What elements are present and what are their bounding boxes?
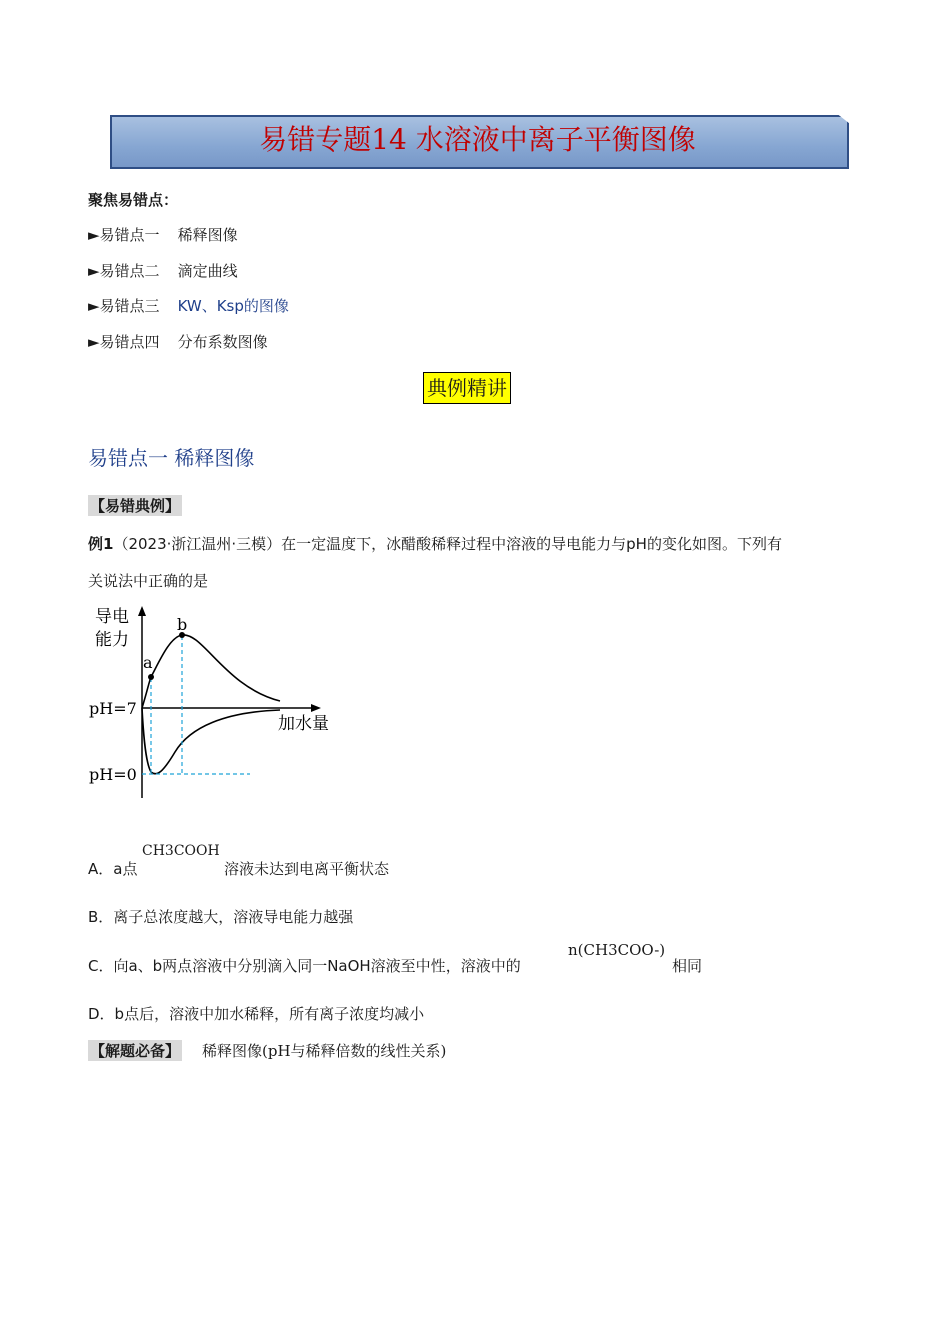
question-text: （2023·浙江温州·三模）在一定温度下，冰醋酸稀释过程中溶液的导电能力与pH的变化如图。下列有 xyxy=(113,535,782,553)
question-number: 例1 xyxy=(88,535,114,553)
solution-text: 稀释图像(pH与稀释倍数的线性关系) xyxy=(202,1042,447,1060)
triangle-bullet-icon: ► xyxy=(88,226,100,244)
focus-label: 易错点二 xyxy=(99,262,160,280)
question-line-2: 关说法中正确的是 xyxy=(88,572,209,590)
section-badge: 典例精讲 xyxy=(423,372,511,404)
x-axis-label: 加水量 xyxy=(278,714,329,734)
y-axis-label-2: 能力 xyxy=(95,630,129,650)
point-a xyxy=(148,674,154,680)
section-title: 易错点一 稀释图像 xyxy=(88,446,255,470)
focus-label: 易错点四 xyxy=(99,333,160,351)
x-axis-arrow-icon xyxy=(311,704,321,712)
focus-item-3 xyxy=(88,295,289,316)
focus-topic: 稀释图像 xyxy=(177,226,238,244)
focus-topic: KW、Ksp的图像 xyxy=(177,297,289,315)
dilution-figure xyxy=(85,602,355,802)
ph7-label: pH=7 xyxy=(89,699,137,718)
solution-label: 【解题必备】 xyxy=(90,1042,181,1060)
focus-heading: 聚焦易错点： xyxy=(88,191,179,209)
option-c-suffix: 相同 xyxy=(672,957,703,975)
option-c-prefix: C．向a、b两点溶液中分别滴入同一NaOH溶液至中性，溶液中的 xyxy=(88,957,521,975)
y-axis-label-1: 导电 xyxy=(95,607,129,627)
ph-curve xyxy=(142,708,280,774)
page-title: 易错专题14 水溶液中离子平衡图像 xyxy=(259,123,696,156)
triangle-bullet-icon: ► xyxy=(88,333,100,351)
point-a-label: a xyxy=(143,653,153,672)
focus-label: 易错点一 xyxy=(99,226,160,244)
example-label: 【易错典例】 xyxy=(90,497,181,515)
triangle-bullet-icon: ► xyxy=(88,262,100,280)
option-a-formula: CH3COOH xyxy=(142,843,220,859)
question-line-1 xyxy=(88,533,782,554)
option-c-formula: n(CH3COO-) xyxy=(568,941,666,959)
option-a-suffix: 溶液未达到电离平衡状态 xyxy=(224,860,390,878)
focus-topic: 分布系数图像 xyxy=(177,333,268,351)
conductivity-curve xyxy=(142,635,280,708)
ph0-label: pH=0 xyxy=(89,765,137,784)
focus-item-4 xyxy=(88,331,268,352)
y-axis-arrow-icon xyxy=(138,606,146,616)
option-a-prefix: A．a点 xyxy=(88,860,138,878)
triangle-bullet-icon: ► xyxy=(88,297,100,315)
focus-topic: 滴定曲线 xyxy=(177,262,238,280)
option-d: D．b点后，溶液中加水稀释，所有离子浓度均减小 xyxy=(88,1005,425,1023)
focus-label: 易错点三 xyxy=(99,297,160,315)
point-b-label: b xyxy=(177,615,188,634)
focus-item-2 xyxy=(88,260,238,281)
option-b: B．离子总浓度越大，溶液导电能力越强 xyxy=(88,908,354,926)
focus-item-1 xyxy=(88,224,238,245)
